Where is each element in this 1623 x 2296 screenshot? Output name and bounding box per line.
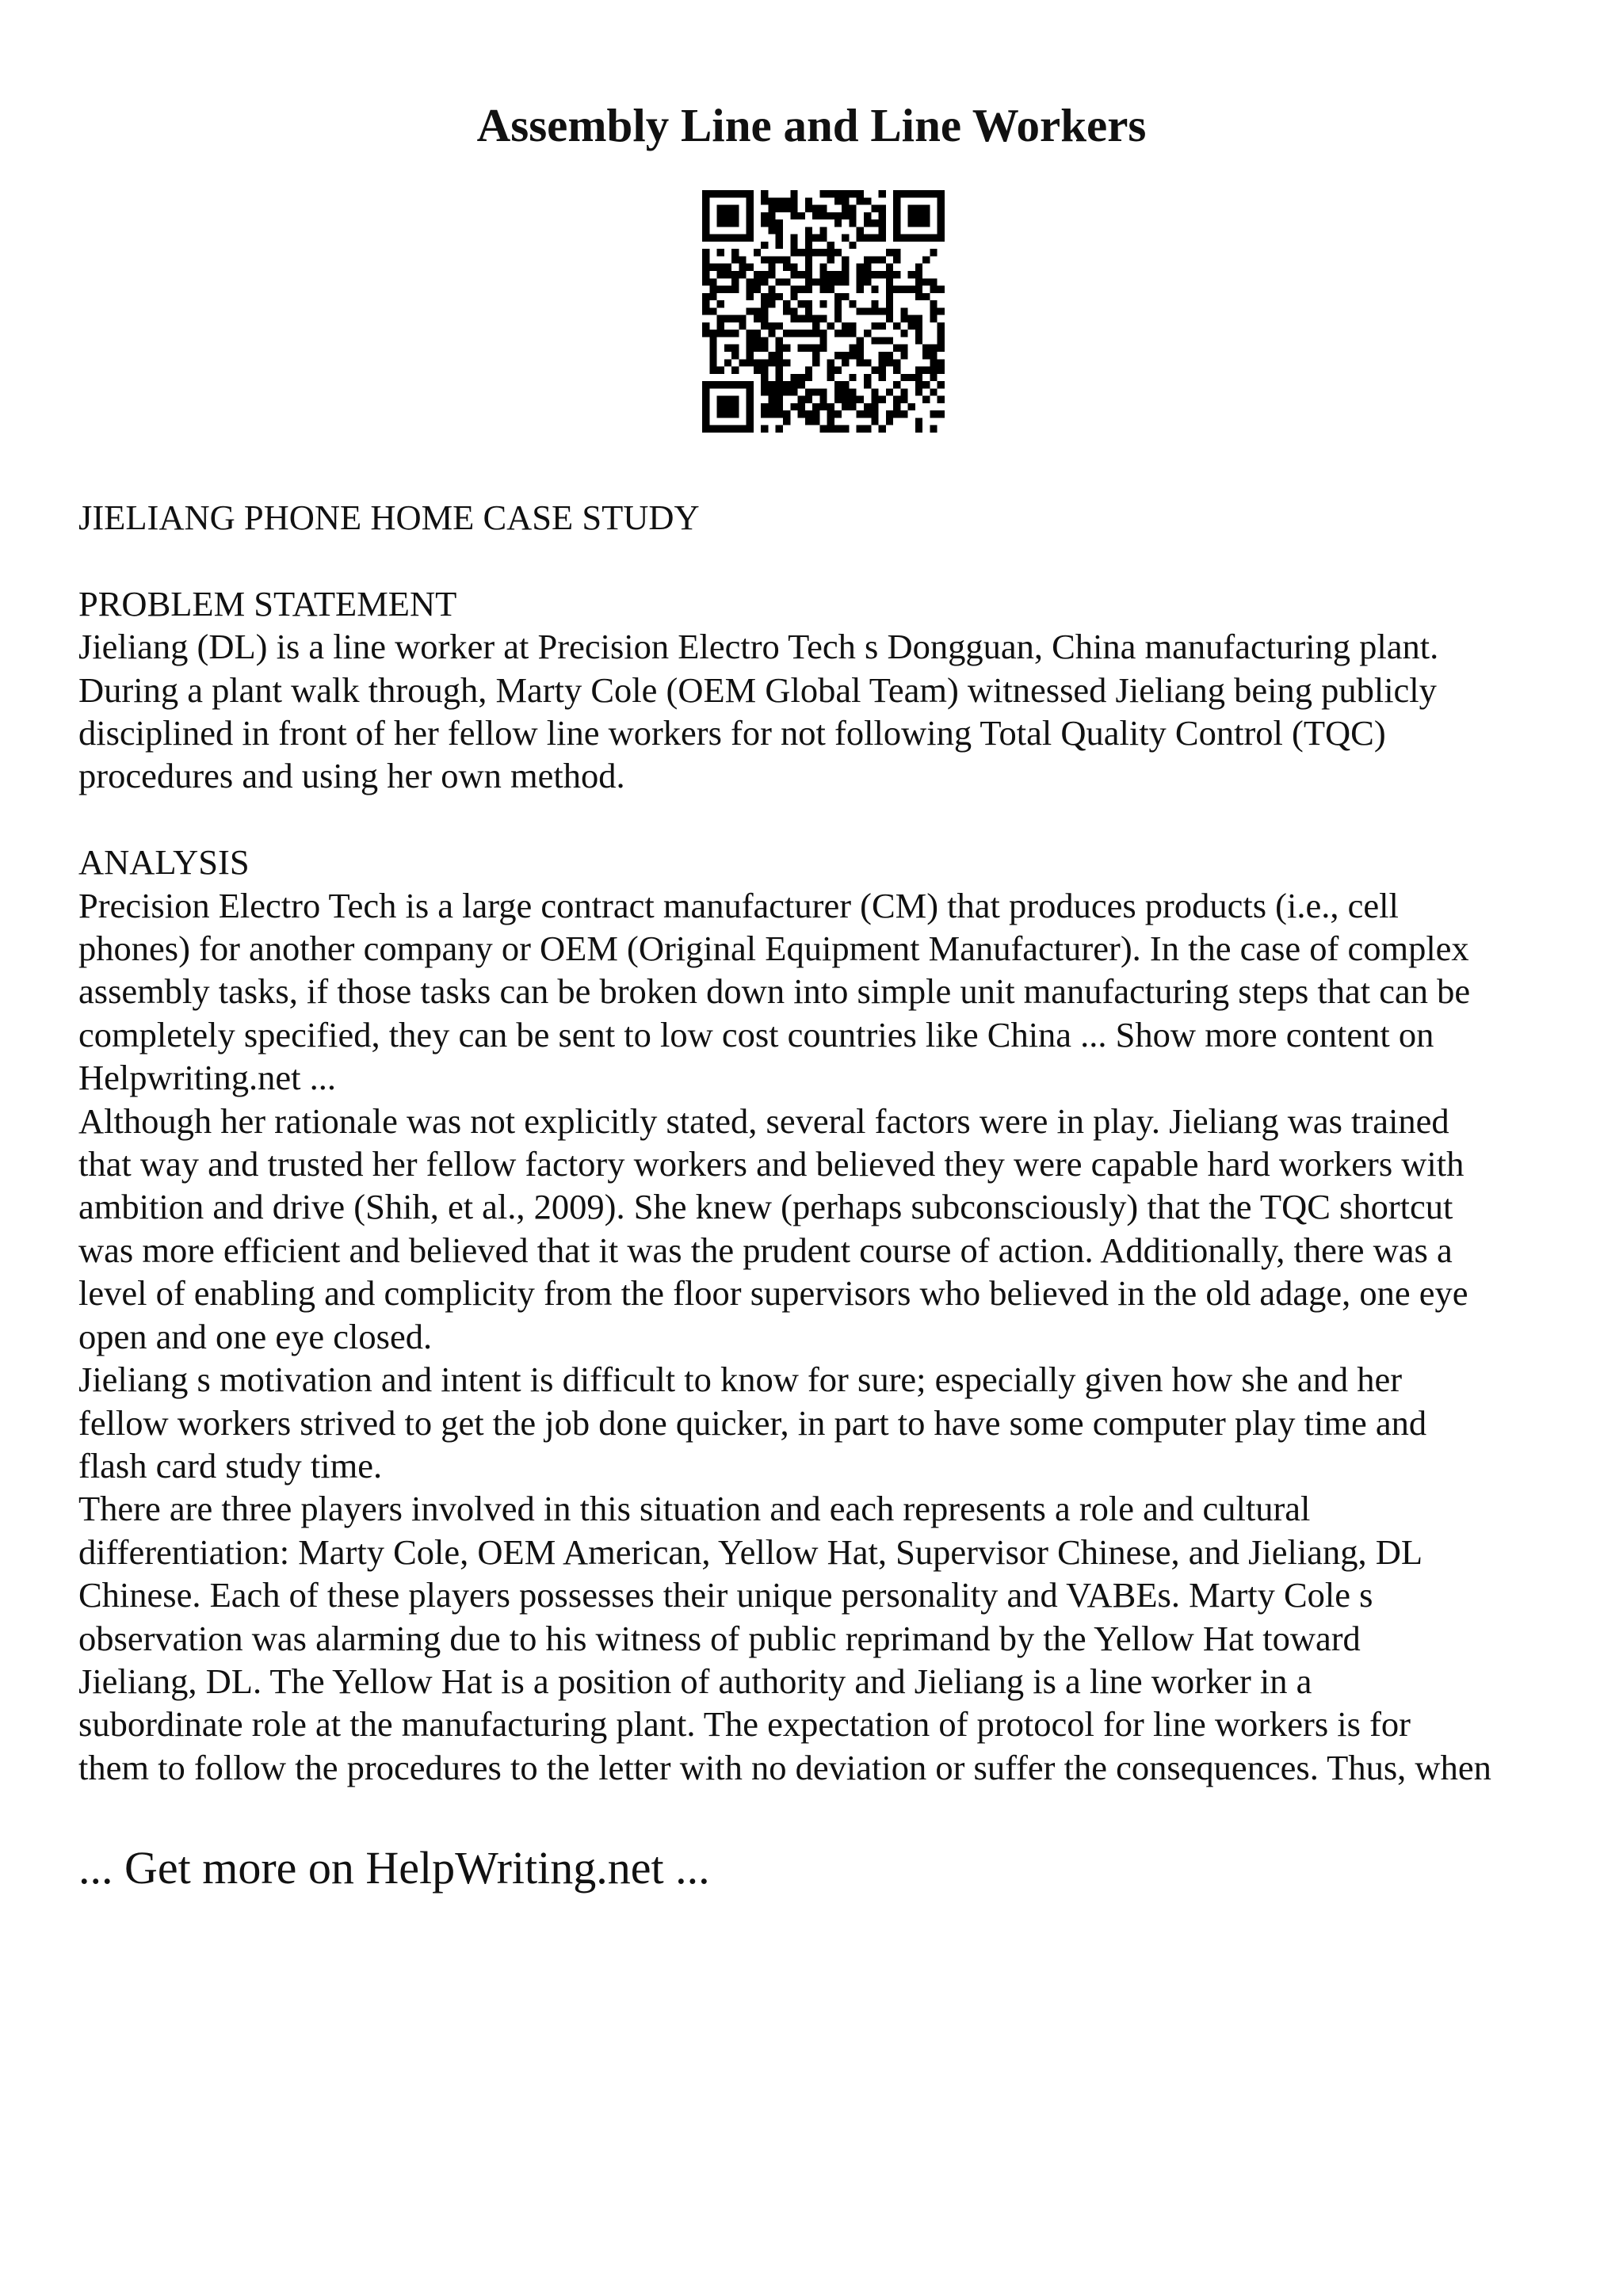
page-title: Assembly Line and Line Workers <box>476 99 1147 151</box>
problem-statement-heading: PROBLEM STATEMENT <box>78 583 457 624</box>
qr-code-icon <box>702 190 945 433</box>
analysis-paragraph-4: There are three players involved in this situation and each represents a role and cultural differentiation: Marty Cole, OEM American, Yellow Hat, Supervisor Chinese, and Jieliang, DL Chinese. Each of these players possesses their unique personality and VABEs. Marty Cole s observation was alarming due to his witness of public reprimand by the Yellow Hat toward Jieliang, DL. The Yellow Hat is a position of authority and Jieliang is a line worker in a subordinate role at the manufacturing plant. The expectation of protocol for line workers is for them to follow the procedures to the letter with no deviation or suffer the consequences. Thus, when <box>78 1489 1491 1787</box>
analysis-paragraph-2: Although her rationale was not explicitly stated, several factors were in play. Jieliang was trained that way and trusted her fellow factory workers and believed they were capable hard workers with ambition and drive (Shih, et al., 2009). She knew (perhaps subconsciously) that the TQC shortcut was more efficient and believed that it was the prudent course of action. Additionally, there was a level of enabling and complicity from the floor supervisors who believed in the old adage, one eye open and one eye closed. <box>78 1100 1468 1356</box>
problem-statement-text: Jieliang (DL) is a line worker at Precision Electro Tech s Dongguan, China manufacturing plant. During a plant walk through, Marty Cole (OEM Global Team) witnessed Jieliang being publicly disciplined in front of her fellow line workers for not following Total Quality Control (TQC) procedures and using her own method. <box>78 627 1439 796</box>
analysis-heading: ANALYSIS <box>78 842 250 883</box>
analysis-paragraph-3: Jieliang s motivation and intent is difficult to know for sure; especially given how she and her fellow workers strived to get the job done quicker, in part to have some computer play time and flash card study time. <box>78 1360 1427 1486</box>
analysis-paragraph-1: Precision Electro Tech is a large contract manufacturer (CM) that produces products (i.e., cell phones) for another company or OEM (Original Equipment Manufacturer). In the case of complex assembly tasks, if those tasks can be broken down into simple unit manufacturing steps that can be completely specified, they can be sent to low cost countries like China ... Show more content on Helpwriting.net ... <box>78 885 1471 1098</box>
case-study-heading: JIELIANG PHONE HOME CASE STUDY <box>78 498 700 537</box>
get-more-link[interactable]: ... Get more on HelpWriting.net ... <box>78 1842 710 1894</box>
document-body <box>78 496 1568 1789</box>
